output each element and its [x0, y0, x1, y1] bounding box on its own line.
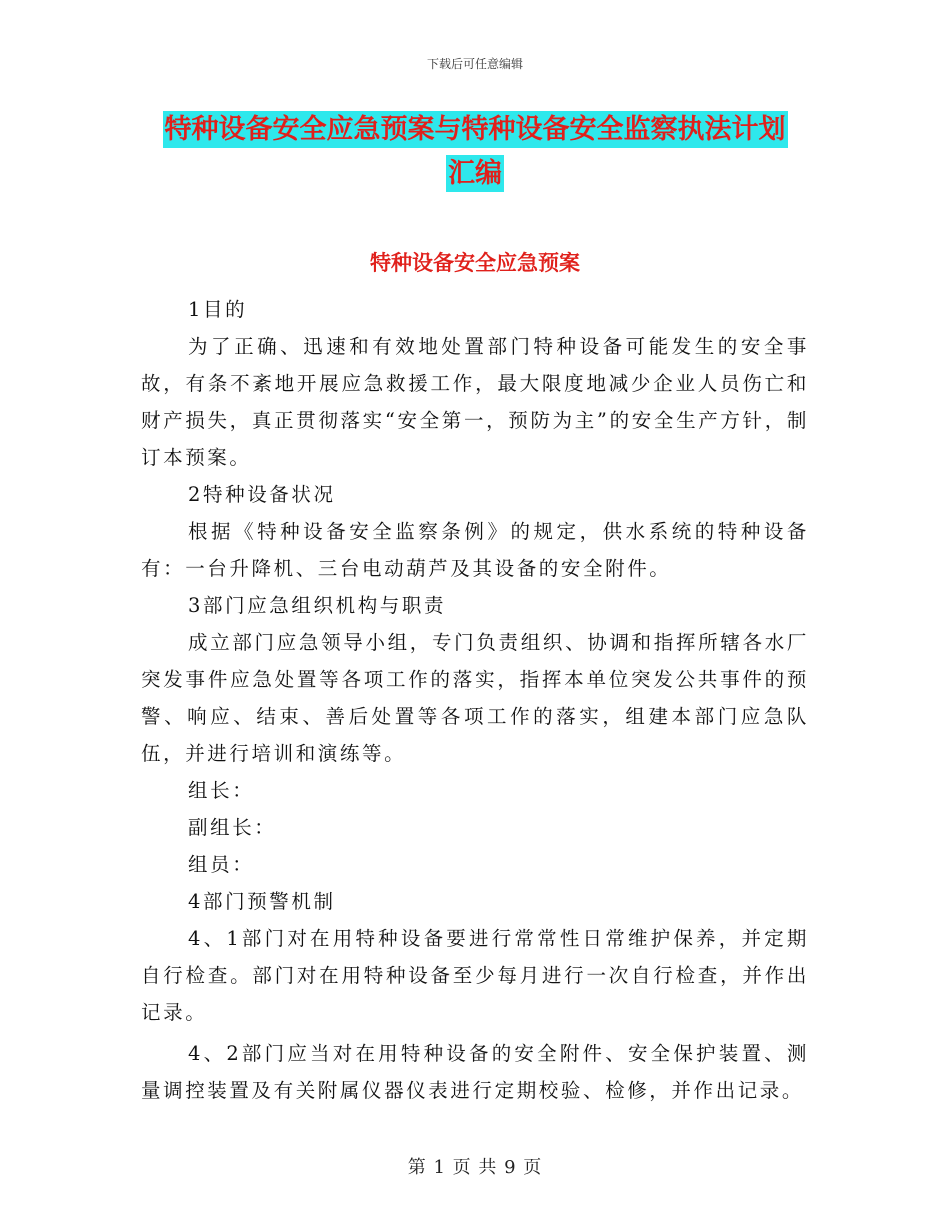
- document-title-line-2: 汇编: [446, 155, 504, 192]
- paragraph-purpose: 为了正确、迅速和有效地处置部门特种设备可能发生的安全事故，有条不紊地开展应急救援工作，最大限度地减少企业人员伤亡和财产损失，真正贯彻落实“安全第一，预防为主”的安全生产方针，制订本预案。: [141, 335, 809, 469]
- header-note: 下载后可任意编辑: [426, 57, 523, 71]
- heading-equipment-status: 2特种设备状况: [188, 483, 336, 506]
- document-title: [0, 108, 950, 196]
- heading-warning-mechanism: 4部门预警机制: [188, 890, 336, 913]
- heading-purpose: 1目的: [188, 298, 248, 321]
- document-title-line-1: 特种设备安全应急预案与特种设备安全监察执法计划: [163, 111, 788, 148]
- page-number: 第 1 页 共 9 页: [407, 1157, 543, 1178]
- document-body: [141, 291, 809, 1109]
- heading-organization: 3部门应急组织机构与职责: [188, 594, 447, 617]
- paragraph-warning-4-2: 4、2部门应当对在用特种设备的安全附件、安全保护装置、测量调控装置及有关附属仪器仪表进行定期校验、检修，并作出记录。: [141, 1042, 809, 1102]
- team-leader-line: 组长：: [188, 779, 255, 802]
- paragraph-organization: 成立部门应急领导小组，专门负责组织、协调和指挥所辖各水厂突发事件应急处置等各项工作的落实，指挥本单位突发公共事件的预警、响应、结束、善后处置等各项工作的落实，组建本部门应急队伍，并进行培训和演练等。: [141, 631, 809, 765]
- deputy-leader-line: 副组长：: [188, 816, 277, 839]
- section-title: 特种设备安全应急预案: [370, 250, 580, 275]
- paragraph-equipment-status: 根据《特种设备安全监察条例》的规定，供水系统的特种设备有：一台升降机、三台电动葫芦及其设备的安全附件。: [141, 520, 809, 580]
- paragraph-warning-4-1: 4、1部门对在用特种设备要进行常常性日常维护保养，并定期自行检查。部门对在用特种设备至少每月进行一次自行检查，并作出记录。: [141, 927, 809, 1024]
- team-members-line: 组员：: [188, 853, 255, 876]
